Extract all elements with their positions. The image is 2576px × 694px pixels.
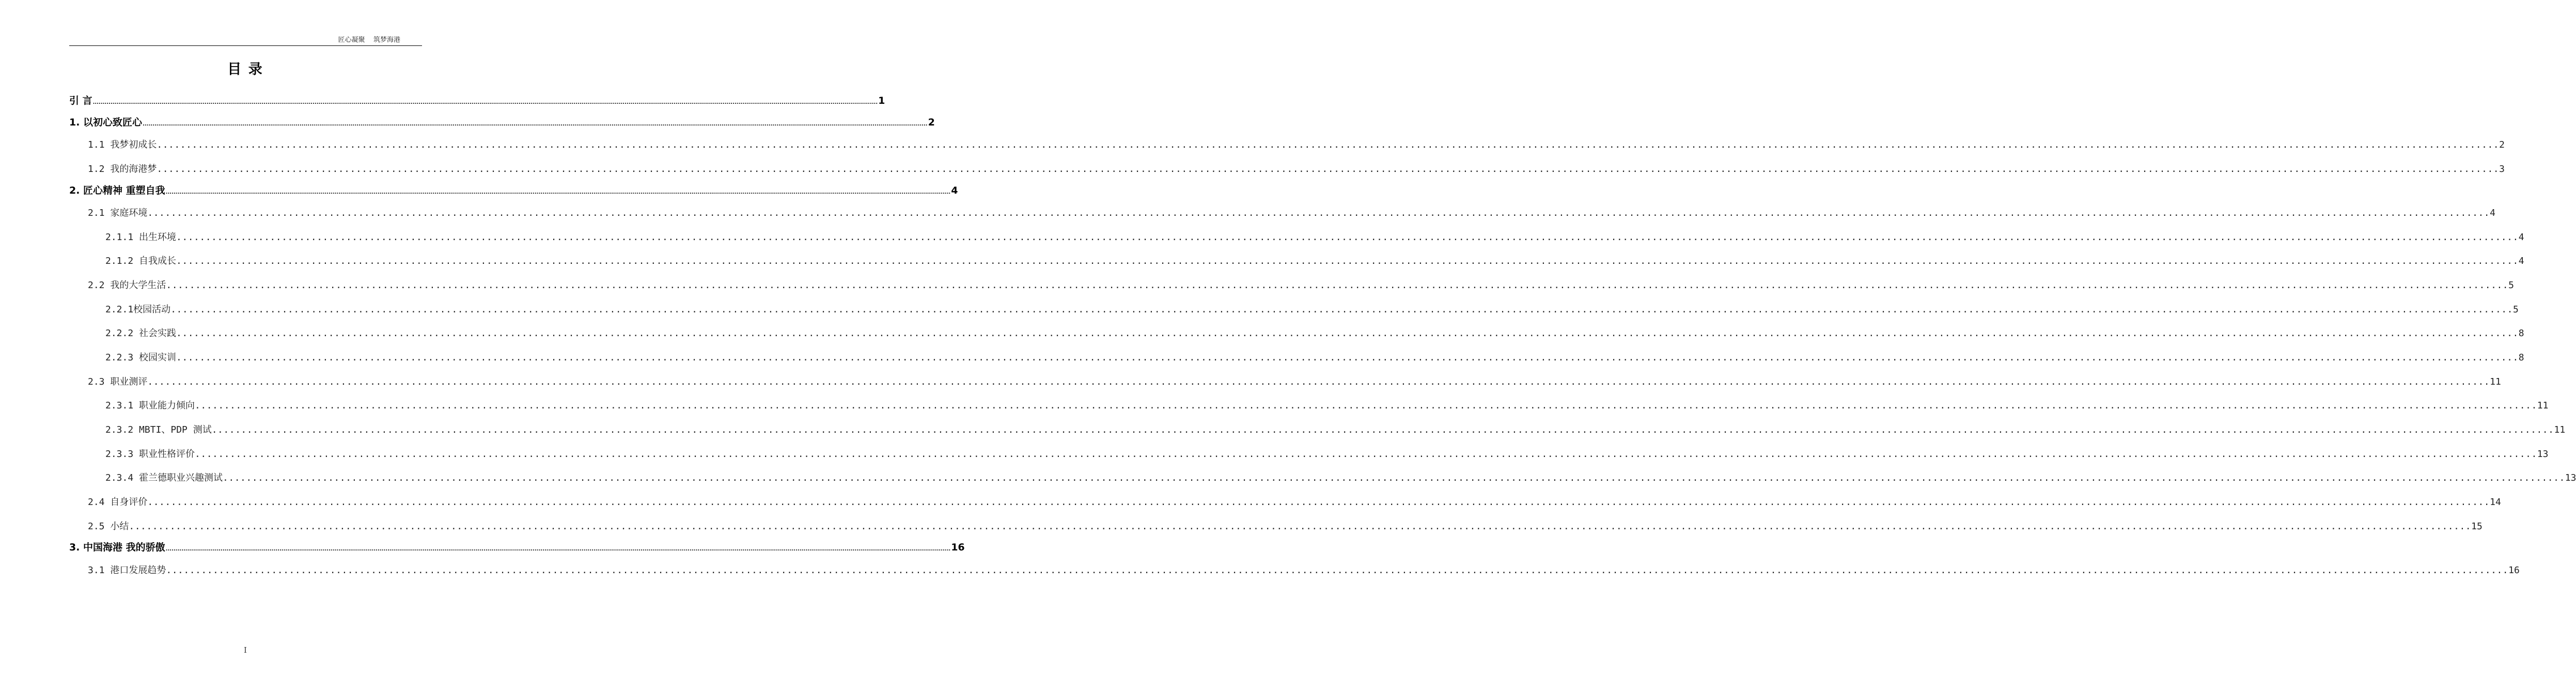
toc-dot-leader: ................................................................................................................................................................................................................................................................................................................................................................................................................ [147, 497, 2490, 508]
toc-entry[interactable] [105, 326, 2524, 339]
toc-entry-label: 2.3.4 霍兰德职业兴趣测试 [105, 472, 223, 483]
toc-entry[interactable] [105, 254, 2524, 267]
footer-page-number: I [244, 645, 247, 655]
toc-entry-label: 1.1 我梦初成长 [88, 139, 157, 150]
toc-entry[interactable] [88, 137, 2505, 151]
toc-entry-page-number: 2 [928, 117, 935, 128]
toc-entry-page-number: 16 [2508, 565, 2520, 576]
toc-dot-leader: ................................................................................................................................................................................................................................................................................................................................................................................................................ [166, 280, 2509, 291]
toc-entry-page-number: 1 [878, 95, 885, 106]
toc-entry-page-number: 3 [2499, 164, 2505, 175]
toc-dot-leader: ................................................................................................................................................................................................................................................................................................................................................................................................................ [165, 190, 951, 195]
toc-entry-label: 1.2 我的海港梦 [88, 164, 157, 175]
toc-dot-leader: ................................................................................................................................................................................................................................................................................................................................................................................................................ [147, 376, 2490, 387]
toc-entry-page-number: 15 [2471, 521, 2483, 532]
toc-entry-label: 2.2.1校园活动 [105, 304, 171, 315]
toc-entry[interactable] [88, 374, 2501, 388]
toc-dot-leader: ................................................................................................................................................................................................................................................................................................................................................................................................................ [129, 521, 2472, 532]
toc-entry[interactable] [88, 495, 2501, 508]
toc-entry-page-number: 14 [2490, 497, 2501, 508]
toc-entry[interactable] [105, 302, 2519, 316]
toc-entry[interactable] [88, 519, 2483, 532]
toc-entry-label: 2.1.2 自我成长 [105, 256, 177, 266]
toc-entry[interactable] [69, 183, 958, 197]
toc-dot-leader: ................................................................................................................................................................................................................................................................................................................................................................................................................ [143, 121, 928, 127]
toc-entry-label: 2.3.1 职业能力倾向 [105, 400, 195, 411]
toc-entry-page-number: 5 [2508, 280, 2514, 291]
toc-entry-page-number: 13 [2537, 449, 2549, 460]
toc-entry[interactable] [105, 422, 2566, 436]
toc-dot-leader: ................................................................................................................................................................................................................................................................................................................................................................................................................ [166, 565, 2509, 576]
toc-entry-label: 2.1.1 出生环境 [105, 232, 177, 243]
toc-dot-leader: ................................................................................................................................................................................................................................................................................................................................................................................................................ [176, 328, 2519, 339]
toc-entry-label: 2.3 职业测评 [88, 376, 148, 387]
toc-dot-leader: ................................................................................................................................................................................................................................................................................................................................................................................................................ [223, 472, 2565, 483]
toc-entry-label: 2.3.2 MBTI、PDP 测试 [105, 424, 212, 435]
toc-entry-page-number: 4 [2518, 232, 2524, 243]
toc-entry-label: 2. 匠心精神 重塑自我 [69, 185, 165, 196]
toc-entry[interactable] [105, 350, 2524, 364]
toc-entry-page-number: 16 [951, 542, 965, 553]
toc-entry-page-number: 11 [2490, 376, 2501, 387]
toc-entry[interactable] [105, 398, 2549, 412]
toc-entry[interactable] [69, 93, 885, 107]
toc-entry-label: 2.2 我的大学生活 [88, 280, 166, 291]
toc-dot-leader: ................................................................................................................................................................................................................................................................................................................................................................................................................ [157, 139, 2500, 150]
toc-dot-leader: ................................................................................................................................................................................................................................................................................................................................................................................................................ [195, 449, 2537, 460]
toc-dot-leader: ................................................................................................................................................................................................................................................................................................................................................................................................................ [165, 546, 951, 552]
toc-entry-page-number: 11 [2537, 400, 2549, 411]
toc-entry-label: 2.5 小结 [88, 521, 129, 532]
toc-entry-page-number: 2 [2499, 139, 2505, 150]
toc-dot-leader: ................................................................................................................................................................................................................................................................................................................................................................................................................ [157, 164, 2500, 175]
toc-entry-page-number: 5 [2512, 304, 2519, 315]
toc-entry-label: 2.3.3 职业性格评价 [105, 449, 195, 460]
toc-entry-label: 2.2.2 社会实践 [105, 328, 177, 339]
toc-dot-leader: ................................................................................................................................................................................................................................................................................................................................................................................................................ [176, 352, 2519, 363]
toc-entry-label: 2.1 家庭环境 [88, 208, 148, 218]
toc-entry-page-number: 8 [2518, 352, 2524, 363]
toc-entry-page-number: 4 [951, 185, 958, 196]
toc-entry[interactable] [88, 206, 2495, 219]
toc-dot-leader: ................................................................................................................................................................................................................................................................................................................................................................................................................ [170, 304, 2513, 315]
toc-entry-page-number: 4 [2490, 208, 2495, 218]
toc-title: 目 录 [227, 61, 263, 77]
toc-entry[interactable] [105, 447, 2549, 460]
toc-entry[interactable] [69, 115, 935, 129]
running-header: 匠心凝聚 筑梦海港 [338, 36, 400, 44]
toc-dot-leader: ................................................................................................................................................................................................................................................................................................................................................................................................................ [176, 232, 2519, 243]
toc-entry-page-number: 11 [2554, 424, 2566, 435]
toc-dot-leader: ................................................................................................................................................................................................................................................................................................................................................................................................................ [211, 424, 2554, 435]
toc-dot-leader: ................................................................................................................................................................................................................................................................................................................................................................................................................ [195, 400, 2537, 411]
toc-entry[interactable] [105, 230, 2524, 243]
toc-dot-leader: ................................................................................................................................................................................................................................................................................................................................................................................................................ [176, 256, 2519, 266]
toc-entry-label: 1. 以初心致匠心 [69, 117, 143, 128]
toc-entry-label: 2.4 自身评价 [88, 497, 148, 508]
toc-entry[interactable] [69, 540, 965, 554]
toc-entry[interactable] [105, 470, 2576, 484]
toc-entry-page-number: 4 [2518, 256, 2524, 266]
toc-dot-leader: ................................................................................................................................................................................................................................................................................................................................................................................................................ [147, 208, 2490, 218]
toc-entry-label: 3.1 港口发展趋势 [88, 565, 166, 576]
toc-entry-label: 引 言 [69, 95, 92, 106]
toc-dot-leader: ................................................................................................................................................................................................................................................................................................................................................................................................................ [92, 100, 878, 105]
toc-entry[interactable] [88, 278, 2514, 291]
toc-entry-label: 2.2.3 校园实训 [105, 352, 177, 363]
toc-entry-page-number: 8 [2518, 328, 2524, 339]
toc-entry[interactable] [88, 563, 2520, 576]
toc-entry-page-number: 13 [2565, 472, 2576, 483]
toc-entry-label: 3. 中国海港 我的骄傲 [69, 542, 165, 553]
toc-entry[interactable] [88, 162, 2505, 175]
